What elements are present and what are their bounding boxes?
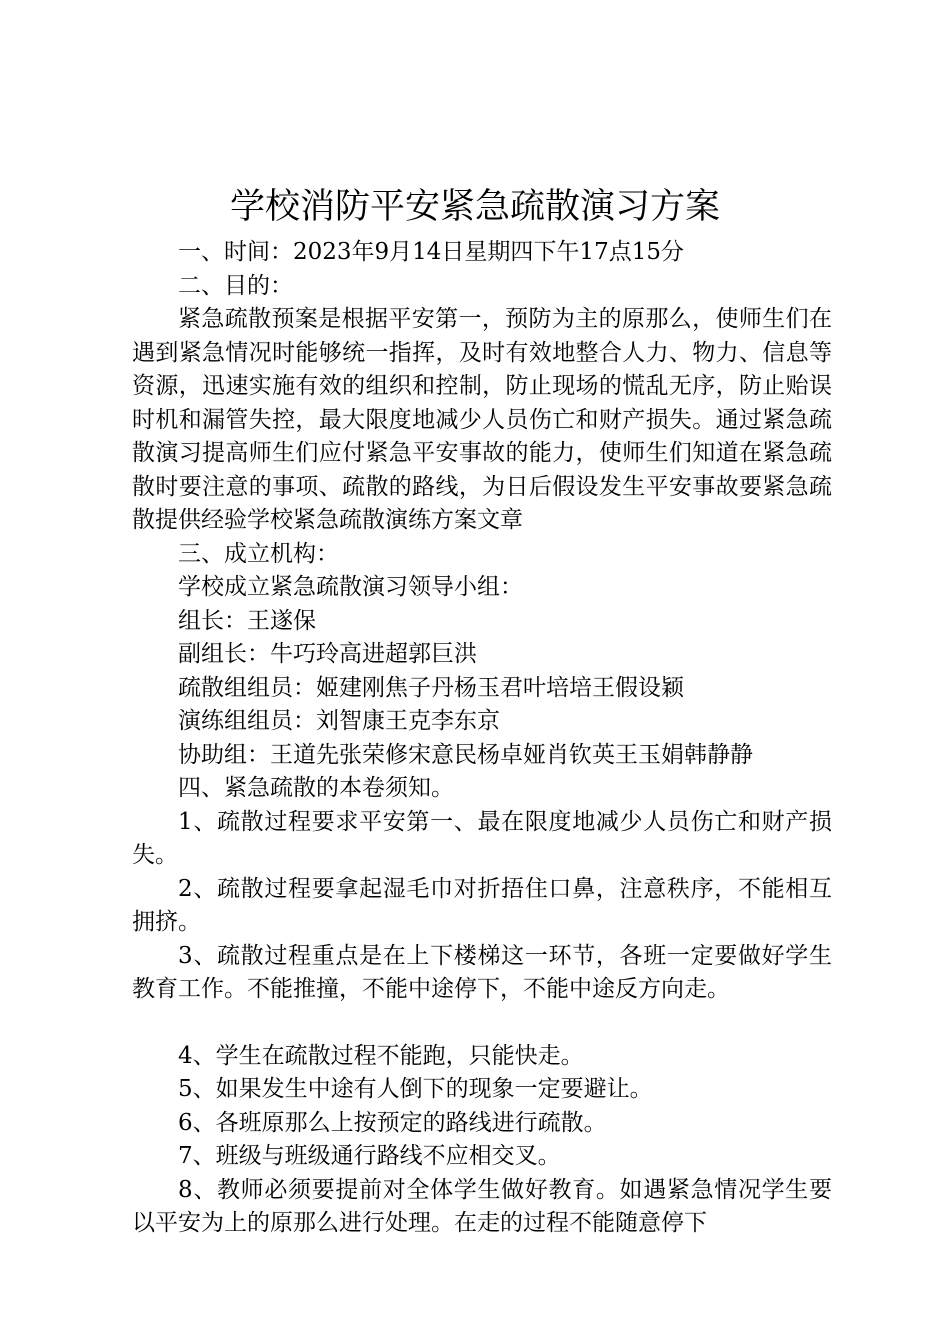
deputy-leader-line: 副组长：牛巧玲高进超郭巨洪 [178, 641, 477, 667]
leadership-group-line: 学校成立紧急疏散演习领导小组： [178, 574, 523, 600]
notice-item-6: 6、各班原那么上按预定的路线进行疏散。 [178, 1109, 607, 1136]
section-purpose-heading: 二、目的： [178, 272, 293, 299]
notice-item-4: 4、学生在疏散过程不能跑，只能快走。 [178, 1042, 584, 1069]
purpose-paragraph: 紧急疏散预案是根据平安第一，预防为主的原那么，使师生们在遇到紧急情况时能够统一指挥，及时有效地整合人力、物力、信息等资源，迅速实施有效的组织和控制，防止现场的慌乱无序，防止贻误时机和漏管失控，最大限度地减少人员伤亡和财产损失。通过紧急疏散演习提高师生们应付紧急平安事故的能力，使师生们知道在紧急疏散时要注意的事项、疏散的路线，为日后假设发生平安事故要紧急疏散提供经验学校紧急疏散演练方案文章 [132, 306, 832, 533]
notice-item-3: 3、疏散过程重点是在上下楼梯这一环节，各班一定要做好学生教育工作。不能推撞，不能中途停下，不能中途反方向走。 [132, 942, 832, 1002]
notice-item-5: 5、如果发生中途有人倒下的现象一定要避让。 [178, 1076, 653, 1102]
document-body [132, 236, 832, 1241]
section-time: 一、时间：2023年9月14日星期四下午17点15分 [178, 239, 684, 265]
section-organization-heading: 三、成立机构： [178, 540, 339, 567]
notice-item-8: 8、教师必须要提前对全体学生做好教育。如遇紧急情况学生要以平安为上的原那么进行处理。在走的过程不能随意停下 [132, 1176, 832, 1236]
notice-item-2: 2、疏散过程要拿起湿毛巾对折捂住口鼻，注意秩序，不能相互拥挤。 [132, 875, 832, 935]
evacuation-group-line: 疏散组组员：姬建刚焦子丹杨玉君叶培培王假设颖 [178, 674, 684, 701]
assist-group-line: 协助组：王道先张荣修宋意民杨卓娅肖钦英王玉娟韩静静 [178, 741, 753, 768]
document-title: 学校消防平安紧急疏散演习方案 [229, 187, 720, 227]
notice-item-7: 7、班级与班级通行路线不应相交叉。 [178, 1143, 561, 1169]
notice-item-1: 1、疏散过程要求平安第一、最在限度地减少人员伤亡和财产损失。 [132, 808, 832, 868]
group-leader-line: 组长：王遂保 [178, 607, 316, 634]
section-notice-heading: 四、紧急疏散的本卷须知。 [178, 775, 454, 801]
drill-group-line: 演练组组员：刘智康王克李东京 [178, 708, 500, 734]
